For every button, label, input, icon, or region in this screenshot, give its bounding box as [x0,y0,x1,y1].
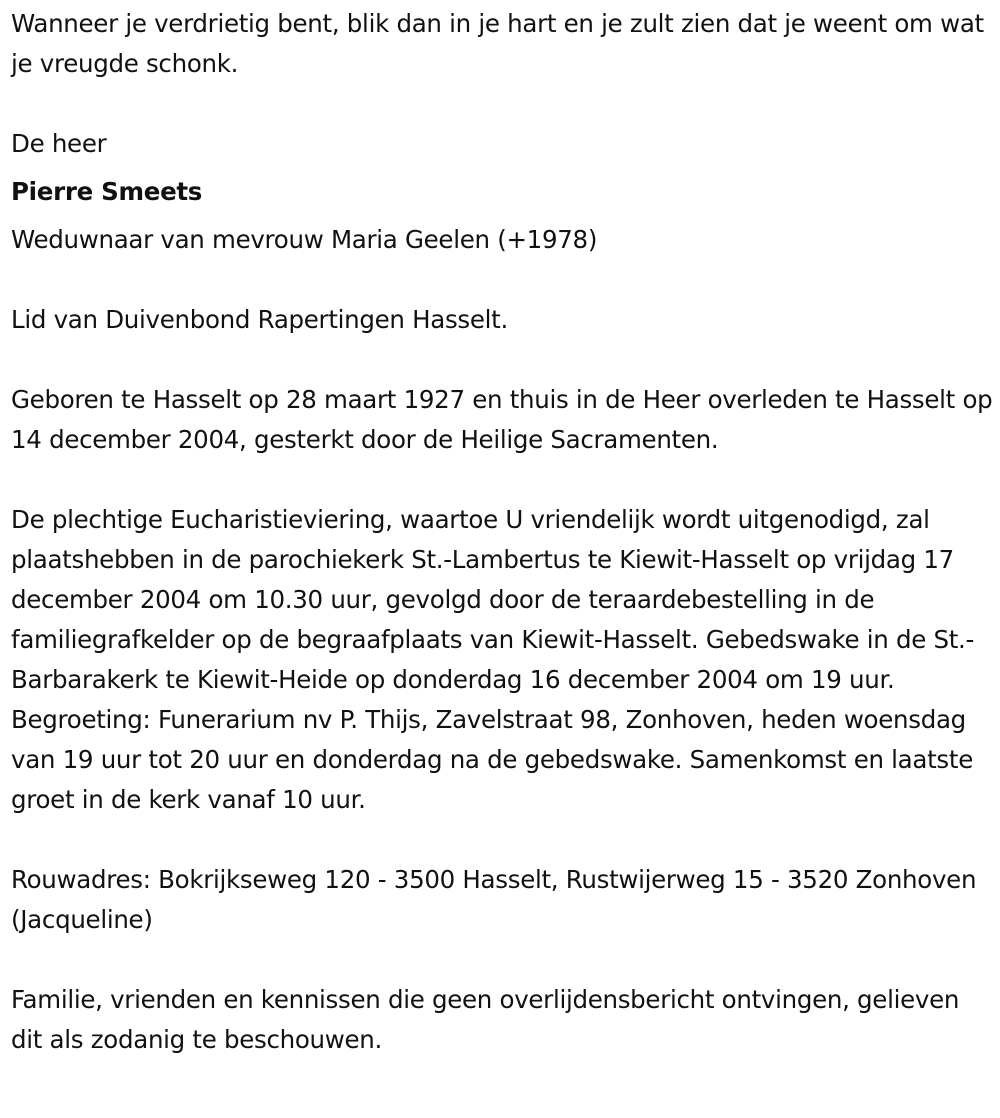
spacer [11,84,995,124]
salutation: De heer [11,129,107,158]
spacer [11,940,995,980]
spacer [11,820,995,860]
spacer [11,340,995,380]
mourning-address: Rouwadres: Bokrijkseweg 120 - 3500 Hasselt, Rustwijerweg 15 - 3520 Zonhoven (Jacqueline) [11,865,977,934]
widower-line: Weduwnaar van mevrouw Maria Geelen (+1978) [11,225,598,254]
opening-quote: Wanneer je verdrietig bent, blik dan in je hart en je zult zien dat je weent om wat je vreugde schonk. [11,9,984,78]
ceremony-paragraph: De plechtige Eucharistieviering, waartoe U vriendelijk wordt uitgenodigd, zal plaatshebben in de parochiekerk St.-Lambertus te Kiewit-Hasselt op vrijdag 17 december 2004 om 10.30 uur, gevolgd door de teraardebestelling in de familiegrafkelder op de begraafplaats van Kiewit-Hasselt. Gebedswake in de St.-Barbarakerk te Kiewit-Heide op donderdag 16 december 2004 om 19 uur. Begroeting: Funerarium nv P. Thijs, Zavelstraat 98, Zonhoven, heden woensdag van 19 uur tot 20 uur en donderdag na de gebedswake. Samenkomst en laatste groet in de kerk vanaf 10 uur. [11,505,975,814]
obituary-document [11,4,995,1060]
spacer [11,460,995,500]
spacer [11,260,995,300]
birth-death-paragraph: Geboren te Hasselt op 28 maart 1927 en thuis in de Heer overleden te Hasselt op 14 december 2004, gesterkt door de Heilige Sacramenten. [11,385,993,454]
membership-line: Lid van Duivenbond Rapertingen Hasselt. [11,305,508,334]
closing-note: Familie, vrienden en kennissen die geen overlijdensbericht ontvingen, gelieven dit als zodanig te beschouwen. [11,985,960,1054]
deceased-name: Pierre Smeets [11,177,203,206]
